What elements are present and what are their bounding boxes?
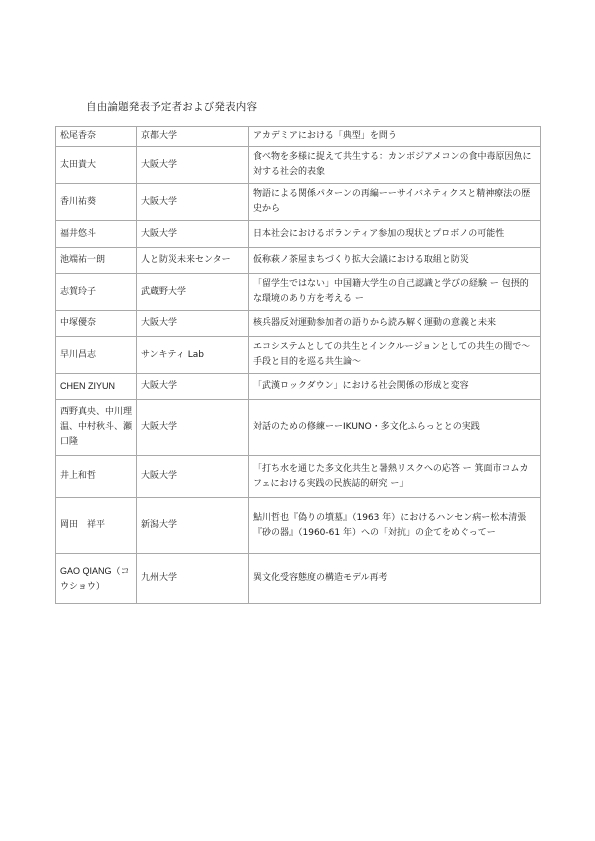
- presenter-name-cell: 西野真央、中川理温、中村秋斗、瀬口隆: [56, 400, 137, 456]
- presenter-name-cell: 松尾香奈: [56, 127, 137, 147]
- affiliation-cell: 大阪大学: [137, 311, 249, 337]
- table-row: [56, 127, 541, 147]
- table-row: [56, 147, 541, 184]
- presenter-name-cell: GAO QIANG（コウショウ）: [56, 554, 137, 604]
- table-row: [56, 184, 541, 221]
- affiliation-cell: 大阪大学: [137, 400, 249, 456]
- table-row: [56, 274, 541, 311]
- table-row: [56, 374, 541, 400]
- presenter-name-cell: 岡田 祥平: [56, 498, 137, 554]
- affiliation-cell: 人と防災未来センター: [137, 248, 249, 274]
- presenter-name-cell: 太田貴大: [56, 147, 137, 184]
- table-row: [56, 311, 541, 337]
- presenter-name-cell: 池端祐一朗: [56, 248, 137, 274]
- presentation-title-cell: 食べ物を多様に捉えて共生する：カンボジアメコンの食中毒原因魚に対する社会的表象: [249, 147, 541, 184]
- page-title: 自由論題発表予定者および発表内容: [86, 101, 258, 113]
- presentation-title-cell: 「留学生ではない」中国籍大学生の自己認識と学びの経験 ー 包摂的な環境のあり方を考える ー: [249, 274, 541, 311]
- affiliation-cell: 大阪大学: [137, 374, 249, 400]
- presenter-name-cell: 志賀玲子: [56, 274, 137, 311]
- affiliation-cell: サンキティ Lab: [137, 337, 249, 374]
- table-row: [56, 554, 541, 604]
- presenter-table: [55, 126, 541, 604]
- presenter-name-cell: 早川昌志: [56, 337, 137, 374]
- presenter-name-cell: 福井悠斗: [56, 221, 137, 248]
- affiliation-cell: 大阪大学: [137, 221, 249, 248]
- table-row: [56, 456, 541, 498]
- presentation-title-cell: 「武漢ロックダウン」における社会関係の形成と変容: [249, 374, 541, 400]
- affiliation-cell: 大阪大学: [137, 184, 249, 221]
- presentation-title-cell: 対話のための修練ーーIKUNO・多文化ふらっととの実践: [249, 400, 541, 456]
- affiliation-cell: 大阪大学: [137, 456, 249, 498]
- table-row: [56, 337, 541, 374]
- affiliation-cell: 武蔵野大学: [137, 274, 249, 311]
- affiliation-cell: 大阪大学: [137, 147, 249, 184]
- presenter-name-cell: 中塚優奈: [56, 311, 137, 337]
- table-row: [56, 221, 541, 248]
- presentation-title-cell: エコシステムとしての共生とインクルージョンとしての共生の間で〜手段と目的を巡る共生論〜: [249, 337, 541, 374]
- table-row: [56, 248, 541, 274]
- presentation-title-cell: 「打ち水を通じた多文化共生と暑熱リスクへの応答 ー 箕面市コムカフェにおける実践の民族誌的研究 ー」: [249, 456, 541, 498]
- presentation-title-cell: 異文化受容態度の構造モデル再考: [249, 554, 541, 604]
- presenter-name-cell: CHEN ZIYUN: [56, 374, 137, 400]
- presenter-name-cell: 香川祐葵: [56, 184, 137, 221]
- table-row: [56, 498, 541, 554]
- presentation-title-cell: 鮎川哲也『偽りの墳墓』（1963 年）におけるハンセン病ー松本清張『砂の器』（1960-61 年）への「対抗」の企てをめぐってー: [249, 498, 541, 554]
- affiliation-cell: 京都大学: [137, 127, 249, 147]
- presentation-title-cell: 物語による関係パターンの再編ーーサイバネティクスと精神療法の歴史から: [249, 184, 541, 221]
- presenter-name-cell: 井上和哲: [56, 456, 137, 498]
- presentation-title-cell: アカデミアにおける「典型」を問う: [249, 127, 541, 147]
- affiliation-cell: 九州大学: [137, 554, 249, 604]
- presentation-title-cell: 核兵器反対運動参加者の語りから読み解く運動の意義と未来: [249, 311, 541, 337]
- presentation-title-cell: 仮称萩ノ茶屋まちづくり拡大会議における取組と防災: [249, 248, 541, 274]
- table-row: [56, 400, 541, 456]
- affiliation-cell: 新潟大学: [137, 498, 249, 554]
- presentation-title-cell: 日本社会におけるボランティア参加の現状とプロボノの可能性: [249, 221, 541, 248]
